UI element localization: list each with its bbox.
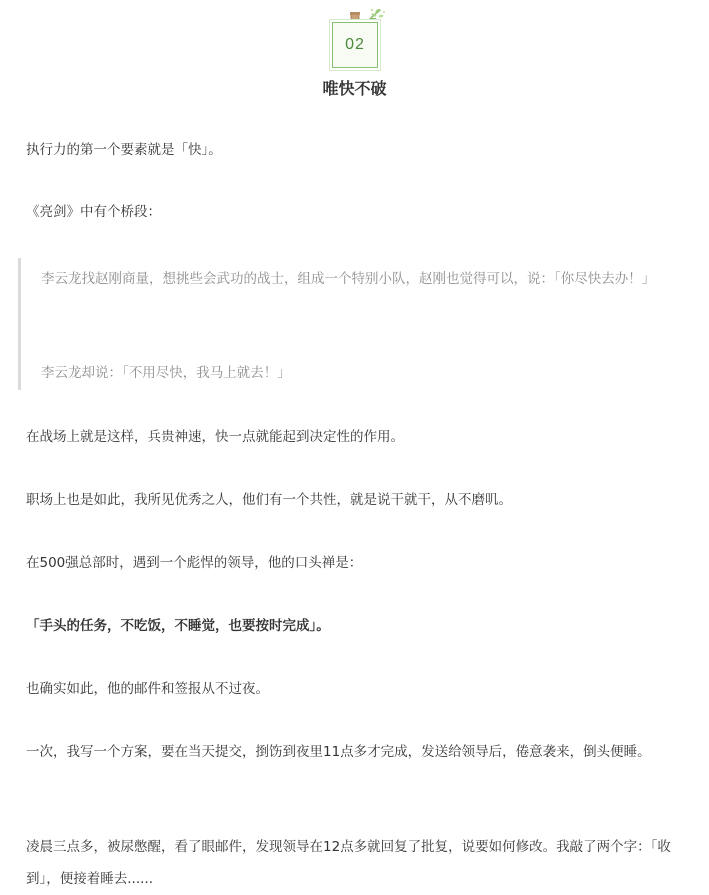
quote-paragraph-2: 李云龙却说：「不用尽快，我马上就去！」 [41, 365, 291, 381]
quote-paragraph-1: 李云龙找赵刚商量，想挑些会武功的战士，组成一个特别小队，赵刚也觉得可以，说：「你尽快去办！」 [41, 271, 656, 287]
paragraph-6-emphasis: 「手头的任务，不吃饭，不睡觉，也要按时完成」。 [26, 618, 330, 634]
paragraph-3: 在战场上就是这样，兵贵神速，快一点就能起到决定性的作用。 [26, 429, 404, 445]
paragraph-7: 也确实如此，他的邮件和签报从不过夜。 [26, 681, 269, 697]
paragraph-1: 执行力的第一个要素就是「快」。 [26, 142, 222, 158]
blockquote [18, 258, 694, 390]
section-number-badge [328, 6, 390, 68]
paragraph-9: 凌晨三点多，被尿憋醒，看了眼邮件，发现领导在12点多就回复了批复，说要如何修改。我敲了两个字：「收到」，便接着睡去...... [26, 839, 671, 887]
paragraph-8: 一次，我写一个方案，要在当天提交，捯饬到夜里11点多才完成，发送给领导后，倦意袭来，倒头便睡。 [26, 744, 651, 760]
paragraph-4: 职场上也是如此，我所见优秀之人，他们有一个共性，就是说干就干，从不磨叽。 [26, 492, 512, 508]
paragraph-2: 《亮剑》中有个桥段： [26, 204, 161, 220]
paragraph-5: 在500强总部时，遇到一个彪悍的领导，他的口头禅是： [26, 555, 363, 571]
section-number: 02 [345, 36, 365, 53]
section-title: 唯快不破 [322, 79, 387, 98]
number-box [332, 22, 378, 68]
